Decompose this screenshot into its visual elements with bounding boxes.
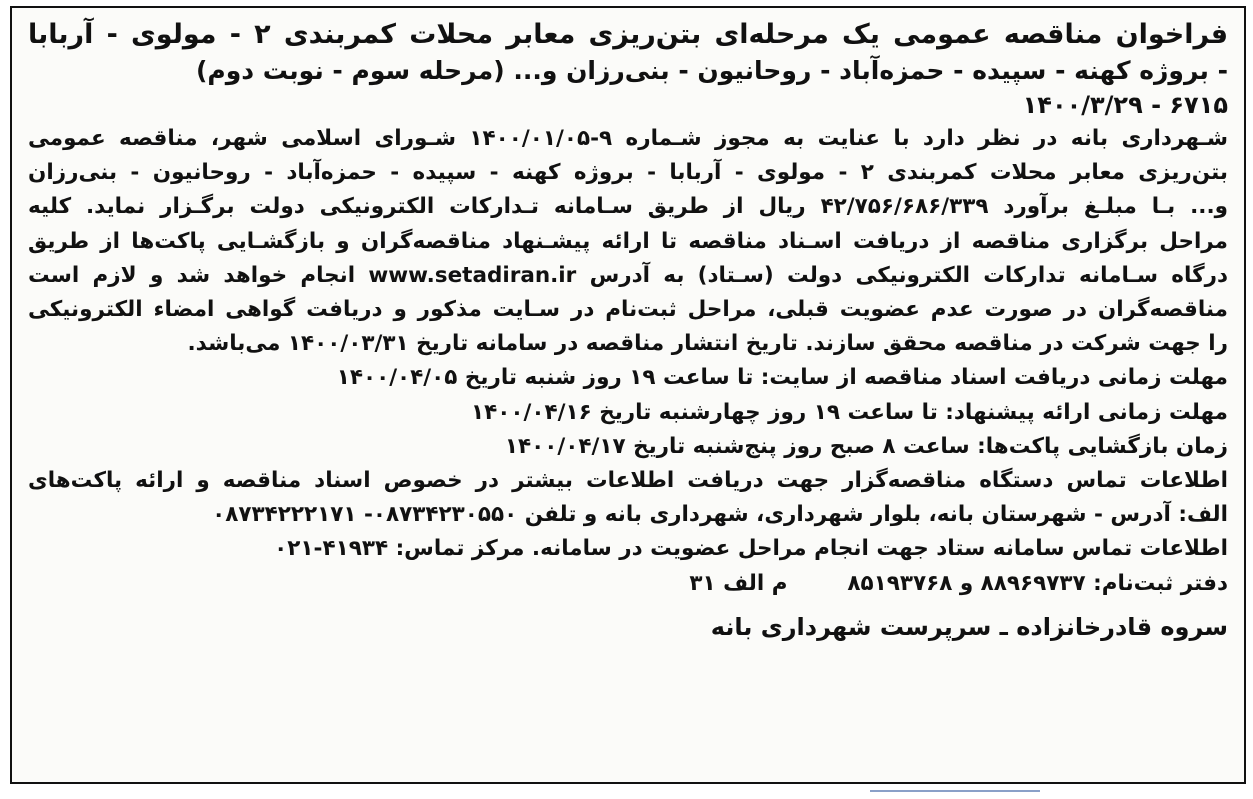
notice-title-line-1: فراخوان مناقصه عمومی یک مرحله‌ای بتن‌ریزی معابر محلات کمربندی ۲ - مولوی - آربابا [28, 19, 1228, 50]
body-text: درگاه سـامانه تدارکات الکترونیکی دولت (سـتاد) به آدرس [589, 262, 1228, 288]
registration-office [28, 567, 1228, 601]
body-line: مراحل برگزاری مناقصه از دریافت اسـناد مناقصه تا ارائه پیشـنهاد مناقصه‌گران و بازگشـایی پاکت‌ها از طریق [28, 228, 1228, 254]
notice-title-line-2: - بروژه کهنه - سپیده - حمزه‌آباد - روحانیون - بنی‌رزان و... (مرحله سوم - نوبت دوم) [195, 56, 1228, 85]
body-line: مناقصه‌گران در صورت عدم عضویت قبلی، مراحل ثبت‌نام در سـایت مذکور و دریافت گواهی امضاء الکترونیکی [28, 297, 1228, 323]
body-line: را جهت شرکت در مناقصه محقق سازند. تاریخ انتشار مناقصه در سامانه تاریخ ۱۴۰۰/۰۳/۳۱ می‌باشد. [187, 331, 1228, 357]
body-line-url [28, 259, 1228, 293]
contact-intro: اطلاعات تماس دستگاه مناقصه‌گزار جهت دریافت اطلاعات بیشتر در خصوص اسناد مناقصه و ارائه پاکت‌های [28, 468, 1228, 494]
tender-notice [10, 6, 1246, 784]
body-line: شـهرداری بانه در نظر دارد با عنایت به مجوز شـماره ۹-۱۴۰۰/۰۱/۰۵ شـورای اسلامی شهر، مناقصه عمومی [28, 126, 1228, 151]
notice-code: ۶۷۱۵ - ۱۴۰۰/۳/۲۹ [1022, 91, 1228, 119]
office-phones: دفتر ثبت‌نام: ۸۸۹۶۹۷۳۷ و ۸۵۱۹۳۷۶۸ [847, 570, 1228, 596]
setad-contact: اطلاعات تماس سامانه ستاد جهت انجام مراحل عضویت در سامانه. مرکز تماس: ۴۱۹۳۴-۰۲۱ [274, 536, 1228, 562]
body-line: بتن‌ریزی معابر محلات کمربندی ۲ - مولوی - آربابا - بروژه کهنه - سپیده - حمزه‌آباد - روحانیون - بنی‌رزان [28, 160, 1228, 186]
opening-time: زمان بازگشایی پاکت‌ها: ساعت ۸ صبح روز پنج‌شنبه تاریخ ۱۴۰۰/۰۴/۱۷ [504, 433, 1228, 459]
contact-address: الف: آدرس - شهرستان بانه، بلوار شهرداری، شهرداری بانه و تلفن ۰۸۷۳۴۲۳۰۵۵۰- ۰۸۷۳۴۲۲۲۱۷۱ [212, 502, 1228, 528]
body-text: انجام خواهد شد و لازم است [28, 262, 356, 288]
office-code: م الف ۳۱ [689, 570, 788, 596]
body-line: و... بـا مبلـغ برآورد ۴۲/۷۵۶/۶۸۶/۳۳۹ ریال از طریق سـامانه تـدارکات الکترونیکی دولت برگـزار نماید. کلیه [28, 194, 1228, 220]
deadline-docs: مهلت زمانی دریافت اسناد مناقصه از سایت: تا ساعت ۱۹ روز شنبه تاریخ ۱۴۰۰/۰۴/۰۵ [336, 365, 1228, 391]
bottom-divider [870, 790, 1040, 792]
signature: سروه قادرخانزاده ـ سرپرست شهرداری بانه [710, 612, 1228, 641]
setad-url-link[interactable]: www.setadiran.ir [368, 262, 577, 288]
deadline-offer: مهلت زمانی ارائه پیشنهاد: تا ساعت ۱۹ روز چهارشنبه تاریخ ۱۴۰۰/۰۴/۱۶ [471, 399, 1228, 425]
